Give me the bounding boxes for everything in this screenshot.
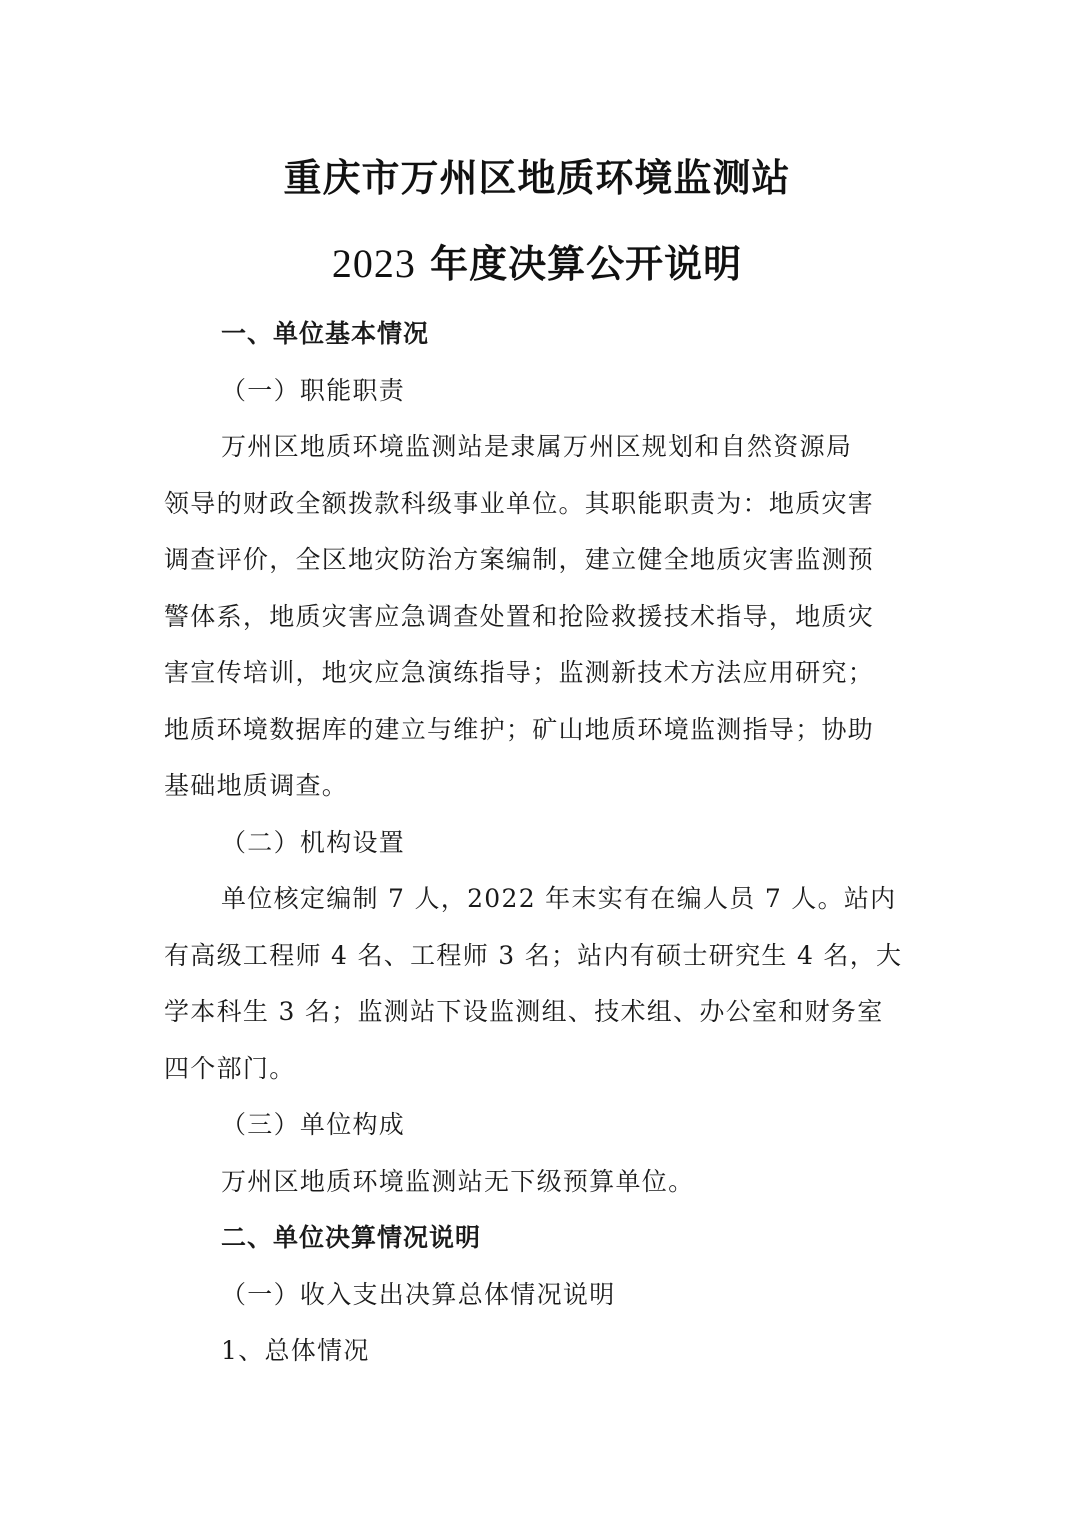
section-2-heading: 二、单位决算情况说明 [221, 1223, 482, 1252]
section-1-3-heading: （三）单位构成 [221, 1110, 406, 1139]
section-2-1-heading: （一）收入支出决算总体情况说明 [221, 1279, 616, 1309]
title-year: 2023 [331, 241, 416, 286]
document-body [164, 306, 912, 1380]
title-rest: 年度决算公开说明 [430, 242, 743, 286]
section-1-2-heading: （二）机构设置 [221, 827, 406, 857]
section-1-1-paragraph: 万州区地质环境监测站是隶属万州区规划和自然资源局 领导的财政全额拨款科级事业单位。其职能职责为：地质灾害 调查评价，全区地灾防治方案编制，建立健全地质灾害监测预 警体系，地质灾害应急调查处置和抢险救援技术指导，地质灾 害宣传培训，地灾应急演练指导；监测新技术方法应用研究； 地质环境数据库的建立与维护；矿山地质环境监测指导；协助 基础地质调查。 [164, 432, 875, 800]
section-2-1-1-heading: 1、总体情况 [221, 1336, 370, 1365]
section-1-heading: 一、单位基本情况 [221, 319, 430, 348]
document-title-line-2 [0, 233, 1074, 288]
section-1-3-paragraph: 万州区地质环境监测站无下级预算单位。 [221, 1166, 695, 1196]
section-1-2-paragraph: 单位核定编制 7 人，2022 年末实有在编人员 7 人。站内 有高级工程师 4 名、工程师 3 名；站内有硕士研究生 4 名，大 学本科生 3 名；监测站下设监测组、技术组、办公室和财务室 四个部门。 [164, 884, 903, 1083]
document-title-line-1: 重庆市万州区地质环境监测站 [283, 156, 791, 200]
section-1-1-heading: （一）职能职责 [221, 375, 406, 405]
